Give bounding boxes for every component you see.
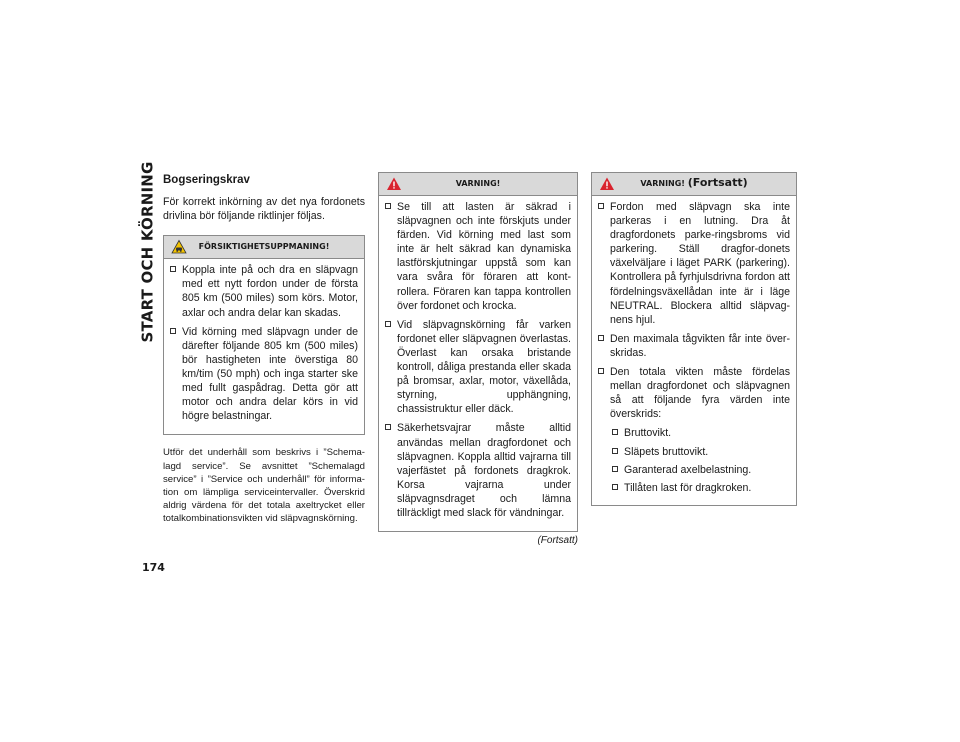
maintenance-paragraph: Utför det underhåll som beskrivs i ”Schema-lagd service”. Se avsnittet ”Schemalagd service” i ”Service och underhåll” för informa-tion om lämpliga serviceintervaller. Överskrid aldrig värdena för det totala axeltrycket eller totalkombinationsvikten vid släpvagnskörning. <box>163 447 365 525</box>
caution-box-header <box>164 236 364 259</box>
list-item <box>598 365 790 421</box>
car-caution-icon <box>171 239 187 255</box>
sub-list-item-text: Garanterad axelbelastning. <box>624 463 752 476</box>
warning-heading: VARNING! <box>455 178 501 188</box>
warning-continued-heading-label: VARNING! <box>640 179 685 189</box>
warning-continued-suffix: (Fortsatt) <box>687 176 748 190</box>
sub-list-item <box>612 463 790 477</box>
caution-heading: FÖRSIKTIGHETSUPPMANING! <box>198 242 330 252</box>
square-bullet-icon <box>612 429 618 435</box>
list-item-text: Den totala vikten måste fördelas mellan dragfordonet och släpvagnen så att följande fyra värden inte överskrids: <box>610 366 790 421</box>
warning-box-continued-header <box>592 173 796 196</box>
square-bullet-icon <box>598 335 604 341</box>
warning-box <box>378 172 578 532</box>
list-item <box>598 332 790 360</box>
square-bullet-icon <box>612 466 618 472</box>
warning-triangle-icon <box>386 176 402 192</box>
intro-paragraph: För korrekt inkörning av det nya fordonets drivlina bör följande riktlinjer följas. <box>163 196 365 223</box>
list-item <box>385 200 571 313</box>
list-item-text: Koppla inte på och dra en släpvagn med ett nytt fordon under de första 805 km (500 miles) som körs. Motor, axlar och andra delar kan skadas. <box>182 264 358 319</box>
square-bullet-icon <box>170 328 176 334</box>
column-2 <box>378 172 578 548</box>
list-item-text: Säkerhetsvajrar måste alltid användas mellan dragfordonet och släpvagnen. Koppla alltid vajrarna till vajerfästet på fordonets dragkrok. Korsa vajrarna under släpvagnsdraget och lämna tillräckligt med slack för vändningar. <box>397 422 571 519</box>
side-tab <box>136 161 158 343</box>
sub-list-item <box>612 481 790 495</box>
section-title: Bogseringskrav <box>163 174 250 186</box>
square-bullet-icon <box>385 321 391 327</box>
warning-triangle-icon <box>599 176 615 192</box>
sub-list-item-text: Tillåten last för dragkroken. <box>624 481 752 494</box>
list-item-text: Den maximala tågvikten får inte över-skridas. <box>610 332 790 359</box>
square-bullet-icon <box>612 448 618 454</box>
list-item <box>385 421 571 520</box>
square-bullet-icon <box>598 203 604 209</box>
page-number: 174 <box>142 561 165 574</box>
side-tab-label: START OCH KÖRNING <box>138 161 156 343</box>
sub-list-item-text: Bruttovikt. <box>624 427 672 440</box>
warning-box-body <box>379 196 577 531</box>
list-item <box>170 263 358 319</box>
sub-list-item <box>612 445 790 459</box>
list-item <box>170 325 358 424</box>
square-bullet-icon <box>612 484 618 490</box>
column-3 <box>591 172 797 506</box>
list-item-text: Fordon med släpvagn ska inte parkeras i en lutning. Dra åt dragfordonets parke-ringsbroms vid parkering. Ställ dragfor-donets växelväljare i läget PARK (parkering). Kontrollera på fyrhjulsdrivna fordon att fördelningsväxellådan inte är i läge NEUTRAL. Blockera alltid släpvag-nens hjul. <box>610 201 790 326</box>
warning-box-continued <box>591 172 797 506</box>
square-bullet-icon <box>385 203 391 209</box>
sub-list-item <box>612 426 790 440</box>
warning-continued-heading <box>640 176 747 191</box>
square-bullet-icon <box>598 368 604 374</box>
list-item <box>598 200 790 327</box>
column-1 <box>163 173 365 526</box>
warning-box-header <box>379 173 577 196</box>
list-item-text: Vid släpvagnskörning får varken fordonet eller släpvagnen överlastas. Överlast kan orsaka bristande kontroll, dåliga prestanda eller skada på bromsar, axlar, motor, växellåda, styrning, upphängning, chassistruktur eller däck. <box>397 318 571 416</box>
square-bullet-icon <box>170 266 176 272</box>
sub-list-item-text: Släpets bruttovikt. <box>624 445 709 458</box>
list-item-text: Vid körning med släpvagn under de därefter följande 805 km (500 miles) bör hastigheten inte överstiga 80 km/tim (50 mph) och inga starter ske med fullt gaspådrag. Detta gör att motor och andra delar körs in vid högre belastningar. <box>182 325 358 423</box>
list-item-text: Se till att lasten är säkrad i släpvagnen och inte förskjuts under färden. Vid körning med last som inte är helt säkrad kan dynamiska lastförskjutningar uppstå som kan vara svåra för föraren att kont-rollera. Föraren kan tappa kontrollen över fordonet och krocka. <box>397 201 571 312</box>
list-item <box>385 318 571 417</box>
continued-note: (Fortsatt) <box>537 535 578 547</box>
square-bullet-icon <box>385 424 391 430</box>
caution-box-body <box>164 259 364 434</box>
caution-box <box>163 235 365 435</box>
warning-box-continued-body <box>592 196 796 505</box>
